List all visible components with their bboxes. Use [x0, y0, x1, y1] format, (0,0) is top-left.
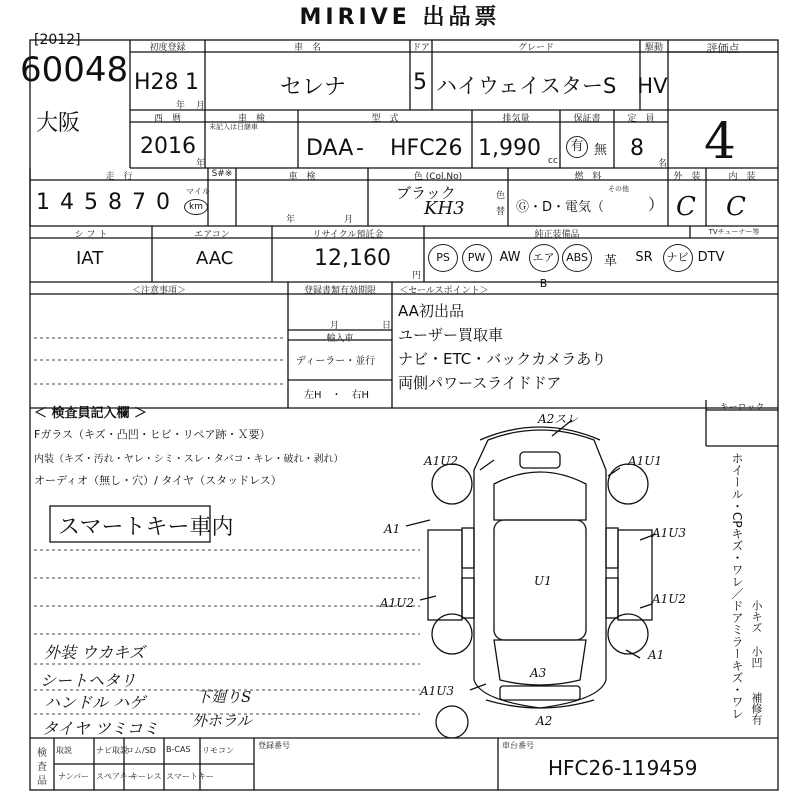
- sales-point: ユーザー買取車: [398, 326, 504, 344]
- inspector-glass: Fガラス（キズ・凸凹・ヒビ・リペア跡・Ｘ要）: [34, 428, 271, 441]
- label-equipment: 純正装備品: [534, 230, 580, 240]
- inspector-hand-note: タイヤ ツミコミ: [42, 719, 159, 738]
- first-reg-month-unit: 月: [196, 101, 206, 111]
- mileage-digit: 1: [36, 190, 50, 215]
- label-warranty: 保証書: [573, 114, 601, 124]
- first-reg-year-unit: 年: [176, 101, 186, 111]
- capacity-unit: 名: [658, 159, 668, 169]
- interior-rating: C: [726, 192, 746, 222]
- label-grade: グレード: [517, 43, 554, 53]
- warranty-yes: 有: [566, 136, 588, 158]
- inspector-box-note: スマートキー車内: [58, 515, 234, 540]
- change-mark: 替: [496, 207, 506, 217]
- handle-side: 左H ・ 右H: [304, 390, 370, 401]
- label-car-name: 車 名: [293, 43, 321, 53]
- shift-value: IAT: [76, 248, 104, 269]
- mileage-digit: 0: [156, 190, 170, 215]
- label-doors: ドア: [412, 43, 430, 53]
- inspector-hand-note-right: 外ホラル: [192, 712, 252, 730]
- inspection-item: キーレス: [130, 772, 162, 781]
- diagram-mark: A1U1: [628, 454, 663, 468]
- mileage-digit: 7: [132, 190, 146, 215]
- equipment-item: エアB: [529, 244, 559, 272]
- diagram-mark: A1U2: [652, 592, 687, 606]
- diagram-mark: A2: [536, 714, 553, 728]
- inspection-item: B-CAS: [166, 745, 191, 754]
- mileage-digit: 8: [108, 190, 122, 215]
- chassis-label: 車台番号: [502, 741, 534, 750]
- diagram-mark: A1U3: [652, 526, 687, 540]
- model-year-unit: 年: [196, 159, 206, 169]
- inspector-audio: オーディオ（無し・穴）/ タイヤ（スタッドレス）: [34, 474, 282, 487]
- label-fuel: 燃 料: [574, 172, 602, 182]
- shaken-month-unit: 月: [344, 215, 354, 225]
- diagram-mark: A2スレ: [538, 412, 579, 426]
- label-inspector: ＜ 検査員記入欄 ＞: [34, 406, 148, 421]
- bottom-label-1: 検: [37, 748, 47, 759]
- equipment-item: ナビ: [663, 244, 693, 272]
- inspector-hand-note: ハンドル ハゲ: [44, 693, 146, 712]
- inspection-item: スマートキー: [166, 772, 214, 781]
- diagram-mark: U1: [534, 574, 552, 588]
- label-interior: 内 装: [728, 172, 756, 182]
- label-caution: ＜注意事項＞: [131, 286, 186, 296]
- color-mark: 色: [496, 191, 506, 201]
- chassis-number: HFC26-119459: [548, 756, 698, 780]
- label-sales-points: ＜セールスポイント＞: [399, 286, 489, 296]
- diagram-mark: A3: [530, 666, 547, 680]
- model-code: HFC26: [390, 136, 463, 161]
- first-reg-month: 1: [185, 70, 199, 95]
- equipment-item: ABS: [562, 244, 592, 272]
- warranty-no: 無: [594, 143, 608, 158]
- capacity: 8: [630, 136, 644, 161]
- label-model: 型 式: [371, 114, 399, 124]
- model-year: 2016: [140, 134, 196, 159]
- lot-number: 60048: [20, 50, 129, 90]
- right-damage-item: 補修有: [750, 692, 763, 725]
- recycle-value: 12,160: [314, 246, 391, 271]
- label-reg-doc: 登録書類有効期限: [303, 286, 376, 296]
- diagram-mark: A1: [648, 648, 665, 662]
- model-prefix: DAA: [306, 136, 354, 161]
- label-color: 色 (Col.No): [413, 172, 463, 182]
- shaken-year-unit: 年: [286, 215, 296, 225]
- reg-doc-month: 月: [330, 321, 340, 331]
- equipment-item: 革: [603, 254, 617, 269]
- label-tuner: TVチューナー等: [708, 228, 760, 236]
- mile-unit: マイル: [186, 187, 210, 196]
- diagram-mark: A1U2: [424, 454, 459, 468]
- equipment-item: SR: [635, 250, 653, 265]
- displacement-unit: cc: [548, 156, 558, 166]
- exterior-rating: C: [676, 192, 696, 222]
- doors: 5: [413, 70, 427, 95]
- lot-year-tag: [2012]: [34, 32, 81, 48]
- fuel-value: Ⓖ・D・電気（: [516, 200, 605, 215]
- grade: ハイウェイスターS HV: [436, 74, 668, 98]
- aircon-value: AAC: [196, 248, 234, 269]
- fuel-other: その他: [608, 185, 629, 193]
- km-unit: km: [184, 199, 208, 215]
- label-recycle: リサイクル預託金: [312, 230, 384, 240]
- sales-point: AA初出品: [398, 302, 464, 320]
- inspector-interior: 内装（キズ・汚れ・ヤレ・シミ・スレ・タバコ・キレ・破れ・剥れ）: [34, 454, 344, 465]
- right-damage-item: 小キズ: [750, 600, 763, 633]
- label-aircon: エアコン: [194, 230, 230, 240]
- label-exterior: 外 装: [673, 172, 701, 182]
- lot-location: 大阪: [36, 111, 81, 136]
- label-shaken-exp: 車 検: [288, 172, 316, 182]
- inspection-item: ナンバー: [58, 772, 90, 781]
- reg-no-label: 登録番号: [258, 741, 290, 750]
- model-dash: -: [356, 136, 364, 161]
- inspection-item: ナビ取説: [96, 746, 128, 755]
- inspection-item: スペアキー: [96, 772, 136, 781]
- first-reg-era: H28: [134, 70, 179, 95]
- key-lock-vertical: ホイール・CPキズ・ワレ／ドアミラーキズ・ワレ: [730, 452, 744, 720]
- label-first-reg: 初度登録: [149, 43, 186, 53]
- fuel-close: ）: [648, 195, 665, 214]
- inspection-item: リモコン: [202, 746, 234, 755]
- inspector-hand-note-right: 下廻りS: [196, 688, 252, 706]
- inspector-hand-note: 外装 ウカキズ: [44, 643, 145, 662]
- inspection-item: 取説: [56, 746, 72, 755]
- label-drive: 駆動: [644, 43, 663, 53]
- inspector-hand-note: シートヘタリ: [40, 671, 137, 690]
- diagram-mark: A1: [384, 522, 401, 536]
- diagram-mark: A1U3: [420, 684, 455, 698]
- color-code: KH3: [424, 198, 465, 219]
- label-rating: 評価点: [706, 42, 740, 55]
- bottom-label-2: 査: [37, 762, 47, 773]
- sales-point: 両側パワースライドドア: [398, 374, 562, 392]
- equipment-item: AW: [499, 250, 521, 265]
- recycle-yen: 円: [412, 271, 422, 281]
- label-import: 輸入車: [326, 334, 354, 344]
- shaken-note: 未記入は日継車: [209, 123, 258, 131]
- mileage-digit: 4: [60, 190, 74, 215]
- label-shaken: 車 検: [237, 114, 265, 124]
- right-damage-item: 小凹: [750, 646, 763, 668]
- rating-value: 4: [704, 112, 736, 170]
- displacement: 1,990: [478, 136, 541, 161]
- label-displacement: 排気量: [502, 114, 530, 124]
- key-lock-label: キーロック: [719, 403, 765, 413]
- label-shift: シ フ ト: [74, 230, 108, 240]
- sales-point: ナビ・ETC・バックカメラあり: [398, 350, 607, 368]
- reg-doc-day: 日: [382, 321, 392, 331]
- label-capacity: 定 員: [627, 114, 655, 124]
- bottom-label-3: 品: [37, 776, 47, 787]
- label-mileage: 走 行: [105, 172, 133, 182]
- inspection-item: ロム/SD: [126, 746, 156, 755]
- label-s-mark: S#※: [211, 169, 233, 179]
- mileage-digit: 5: [84, 190, 98, 215]
- car-name: セレナ: [280, 75, 347, 100]
- sheet-title: MIRIVE 出品票: [299, 5, 501, 30]
- equipment-item: DTV: [697, 250, 725, 265]
- diagram-mark: A1U2: [380, 596, 415, 610]
- equipment-item: PS: [428, 244, 458, 272]
- dealer-parallel: ディーラー・並行: [296, 356, 376, 367]
- color-name: ブラック: [396, 184, 456, 202]
- equipment-item: PW: [462, 244, 492, 272]
- label-seireki: 西 暦: [153, 114, 181, 124]
